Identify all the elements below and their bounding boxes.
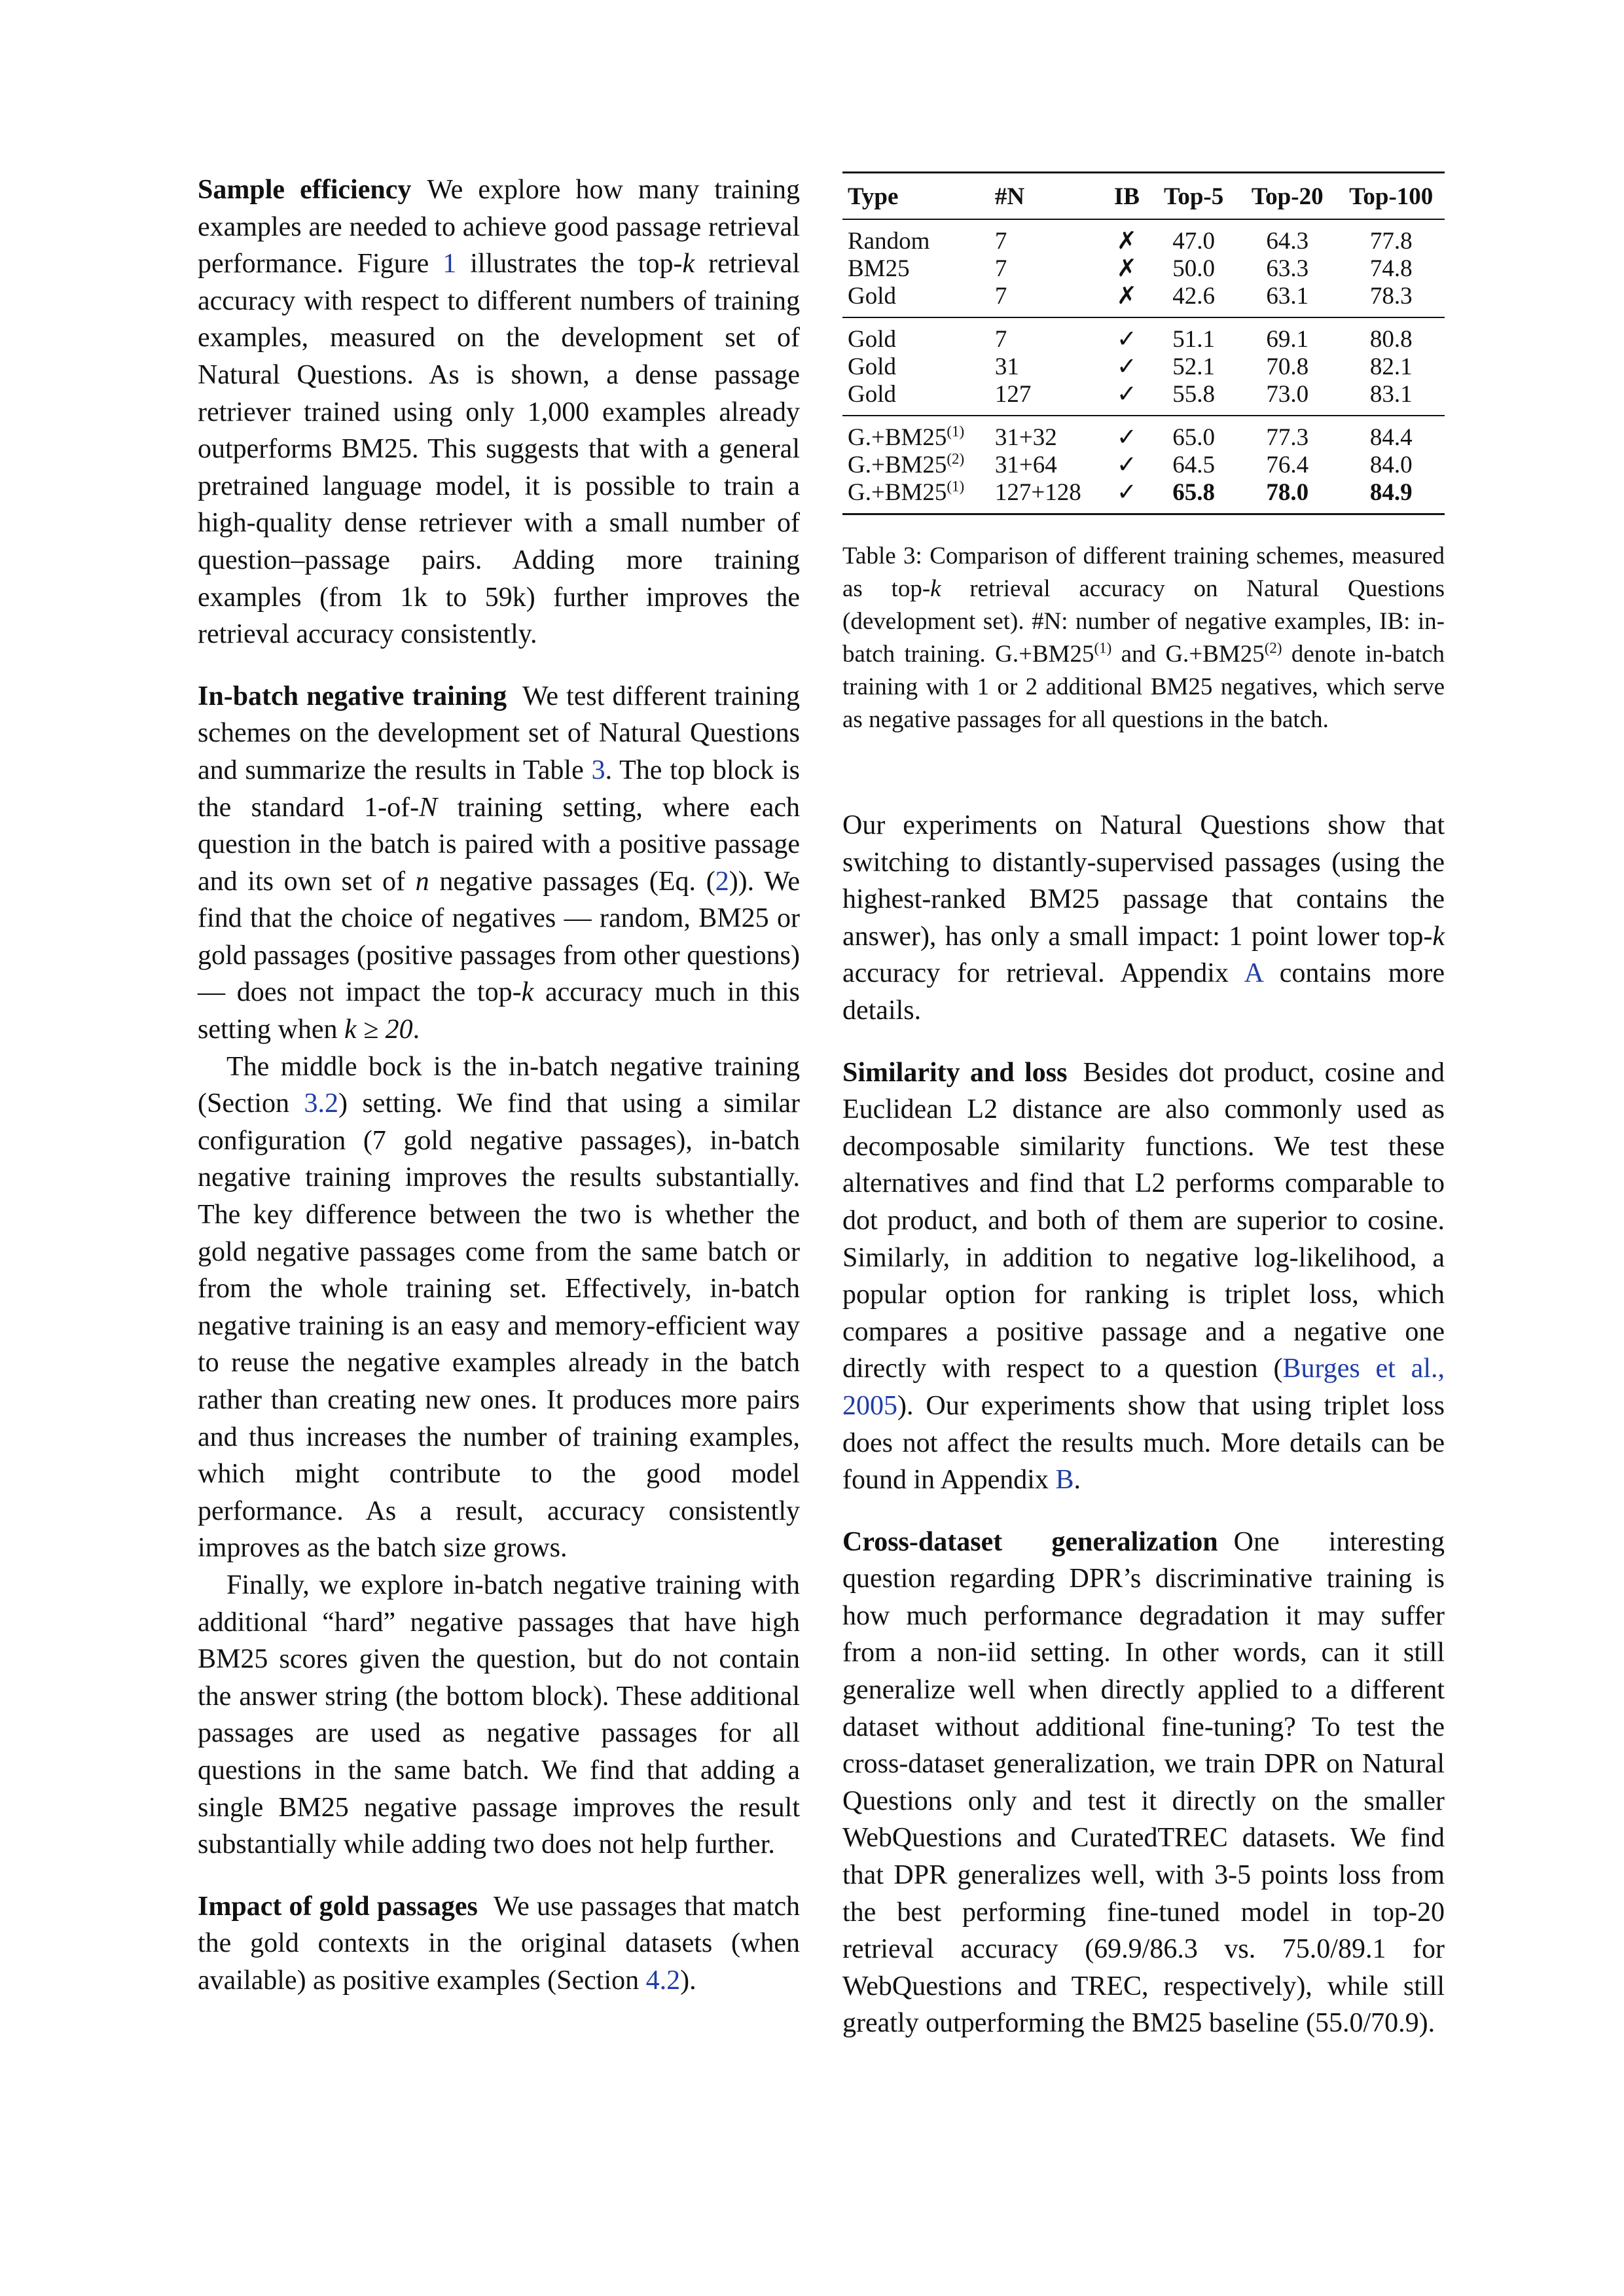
cell-top20: 73.0	[1237, 381, 1337, 416]
text-run: .	[1074, 1465, 1081, 1496]
table-row	[842, 353, 1445, 381]
section-heading: Sample efficiency	[198, 175, 412, 205]
column-header: IB	[1104, 173, 1151, 220]
math-var: k	[1432, 921, 1445, 952]
table-header-row	[842, 173, 1445, 220]
type-superscript: (1)	[947, 478, 965, 495]
table-row	[842, 452, 1445, 479]
superscript: (1)	[1094, 639, 1112, 656]
text-run: denote in-batch training with 1 or 2 additional BM25 negatives, which serve as negative passages for all questions in the batch.	[842, 641, 1445, 733]
paragraph	[842, 807, 1445, 1030]
type-superscript: (1)	[947, 423, 965, 440]
column-header: Top-20	[1237, 173, 1337, 220]
table-row	[842, 219, 1445, 255]
table-row	[842, 317, 1445, 353]
cell-top20: 64.3	[1266, 228, 1309, 255]
section-heading: Similarity and loss	[842, 1057, 1068, 1088]
paragraph	[842, 1524, 1445, 2042]
cell-top20: 77.3	[1266, 424, 1309, 451]
cell-top20: 69.1	[1266, 326, 1309, 353]
column-header: Type	[842, 173, 990, 220]
table-ref-link[interactable]: 3	[591, 755, 605, 785]
cell-n: 7	[994, 255, 1007, 282]
section-heading: In-batch negative training	[198, 681, 507, 711]
cell-top5: 55.8	[1150, 381, 1237, 416]
cell-top20-best: 78.0	[1237, 479, 1337, 514]
paragraph	[198, 678, 800, 1049]
table-row	[842, 283, 1445, 317]
text-run: contains more details.	[842, 958, 1445, 1026]
cell-ib: ✗	[1116, 228, 1137, 255]
cell-top5: 51.1	[1172, 326, 1216, 353]
table-row	[842, 479, 1445, 514]
cell-top5: 42.6	[1150, 283, 1237, 317]
cell-ib: ✓	[1104, 479, 1151, 514]
math-var: k	[930, 575, 941, 602]
paragraph	[842, 1054, 1445, 1499]
cell-n: 127+128	[990, 479, 1104, 514]
table-row	[842, 416, 1445, 452]
cell-ib: ✗	[1104, 283, 1151, 317]
left-column	[198, 171, 800, 2024]
text-run: We test different training schemes on the development set of Natural Questions and summarize the results in Table	[198, 681, 801, 785]
cell-n: 127	[990, 381, 1104, 416]
cell-type: Random	[848, 228, 930, 255]
cell-n: 31+32	[994, 424, 1057, 451]
right-column	[842, 171, 1445, 2067]
text-run: accuracy for retrieval. Appendix	[842, 958, 1244, 989]
cell-top5: 65.0	[1172, 424, 1216, 451]
figure-ref-link[interactable]: 1	[442, 249, 457, 279]
text-run: illustrates the top-	[456, 249, 683, 279]
column-header: Top-5	[1150, 173, 1237, 220]
cell-type	[842, 452, 990, 479]
cell-top100-best: 84.9	[1337, 479, 1445, 514]
results-table-block	[842, 171, 1445, 736]
paragraph	[198, 1049, 800, 1567]
cell-top100: 78.3	[1337, 283, 1445, 317]
column-header: Top-100	[1337, 173, 1445, 220]
cell-n: 7	[994, 228, 1007, 255]
math-var: N	[419, 792, 438, 823]
cell-top5: 52.1	[1172, 353, 1216, 380]
type-superscript: (2)	[947, 450, 965, 467]
cell-top100: 84.4	[1369, 424, 1413, 451]
table-row	[842, 255, 1445, 283]
cell-top20: 70.8	[1266, 353, 1309, 380]
cell-top100: 84.0	[1369, 452, 1413, 478]
cell-top5: 47.0	[1172, 228, 1216, 255]
text-run: retrieval accuracy on Natural Questions (development set). #N: number of negative examples, IB: in-batch training. G.+BM25	[842, 575, 1445, 668]
section-similarity-loss	[842, 1054, 1445, 1499]
cell-ib: ✓	[1116, 353, 1137, 380]
appendix-ref-link[interactable]: A	[1244, 958, 1263, 989]
text-run: One interesting question regarding DPR’s discriminative training is how much performance degradation it may suffer from a non-iid setting. In other words, can it still generalize well when directly applied to a different dataset without additional fine-tuning? To test the cross-dataset generalization, we train DPR on Natural Questions only and test it directly on the smaller WebQuestions and CuratedTREC datasets. We find that DPR generalizes well, with 3-5 points loss from the best performing fine-tuned model in top-20 retrieval accuracy (69.9/86.3 vs. 75.0/89.1 for WebQuestions and TREC, respectively), while still greatly outperforming the BM25 baseline (55.0/70.9).	[842, 1526, 1445, 2039]
paragraph: Finally, we explore in-batch negative training with additional “hard” negative passages that have high BM25 scores given the question, but do not contain the answer string (the bottom block). These additional passages are used as negative passages for all questions in the same batch. We find that adding a single BM25 negative passage improves the result substantially while adding two does not help further.	[198, 1570, 800, 1860]
section-heading: Impact of gold passages	[198, 1891, 478, 1922]
cell-type: Gold	[848, 353, 896, 380]
cell-top20: 63.3	[1266, 255, 1309, 282]
cell-ib: ✓	[1116, 424, 1137, 451]
paragraph	[198, 1888, 800, 2000]
text-run: Table 3: Comparison of different training schemes, measured as top-	[842, 543, 1445, 602]
cell-ib: ✓	[1116, 452, 1137, 478]
math-var: k	[521, 977, 534, 1008]
text-run: Our experiments on Natural Questions show that switching to distantly-supervised passages (using the highest-ranked BM25 passage that contains the answer), has only a small impact: 1 point lower top-	[842, 810, 1445, 952]
cell-top100: 74.8	[1369, 255, 1413, 282]
cell-type: Gold	[842, 381, 990, 416]
cell-top5: 64.5	[1172, 452, 1216, 478]
text-run: We explore how many training examples are needed to achieve good passage retrieval performance. Figure	[198, 175, 800, 279]
math-var: k	[682, 249, 695, 279]
section-sample-efficiency	[198, 171, 800, 653]
type-label: G.+BM25	[848, 424, 947, 451]
cell-n: 7	[994, 326, 1007, 353]
cell-top100: 82.1	[1369, 353, 1413, 380]
text-run: accuracy much in this setting when	[198, 977, 800, 1045]
text-run: ).	[680, 1965, 696, 1996]
cell-top20: 63.1	[1237, 283, 1337, 317]
cell-n: 31	[994, 353, 1019, 380]
math-var: n	[415, 866, 429, 897]
table-caption	[842, 540, 1445, 736]
paragraph	[198, 171, 800, 653]
text-run: Besides dot product, cosine and Euclidean L2 distance are also commonly used as decomposable similarity functions. We test these alternatives and find that L2 performs comparable to dot product, and both of them are superior to cosine. Similarly, in addition to negative log-likelihood, a popular option for ranking is triplet loss, which compares a positive passage and a negative one directly with respect to a question (	[842, 1057, 1445, 1384]
citation-link[interactable]: Burges et al., 2005	[842, 1354, 1445, 1421]
cell-top5-best: 65.8	[1150, 479, 1237, 514]
text-run: The middle bock is the in-batch negative training (Section	[198, 1051, 800, 1119]
math-expression: k ≥ 20	[344, 1014, 413, 1045]
cell-type: BM25	[848, 255, 910, 282]
right-body	[842, 807, 1445, 2042]
text-run: training setting, where each question in the batch is paired with a positive passage and its own set of	[198, 792, 801, 897]
section-heading: Cross-dataset generalization	[842, 1526, 1218, 1557]
results-table	[842, 171, 1445, 515]
cell-top5: 50.0	[1172, 255, 1216, 282]
section-ref-link[interactable]: 3.2	[304, 1088, 338, 1119]
type-label: G.+BM25	[848, 479, 947, 506]
superscript: (2)	[1264, 639, 1282, 656]
section-gold-passages	[198, 1888, 800, 2000]
appendix-ref-link[interactable]: B	[1055, 1465, 1074, 1496]
text-run: negative passages (Eq. (	[429, 866, 715, 897]
section-in-batch-negative	[198, 678, 800, 1863]
cell-ib: ✓	[1116, 326, 1137, 353]
cell-type	[842, 479, 990, 514]
cell-top100: 80.8	[1369, 326, 1413, 353]
type-label: G.+BM25	[848, 452, 947, 478]
text-run: ) setting. We find that using a similar configuration (7 gold negative passages), in-batch negative training improves the results substantially. The key difference between the two is whether the gold negative passages come from the same batch or from the whole training set. Effectively, in-batch negative training is an easy and memory-efficient way to reuse the negative examples already in the batch rather than creating new ones. It produces more pairs and thus increases the number of training examples, which might contribute to the good model performance. As a result, accuracy consistently improves as the batch size grows.	[198, 1088, 800, 1564]
cell-type: Gold	[842, 283, 990, 317]
cell-n: 31+64	[994, 452, 1057, 478]
equation-ref-link[interactable]: 2	[715, 866, 729, 897]
section-distant-supervision	[842, 807, 1445, 1030]
cell-top100: 83.1	[1337, 381, 1445, 416]
cell-top100: 77.8	[1369, 228, 1413, 255]
cell-type: Gold	[848, 326, 896, 353]
section-ref-link[interactable]: 4.2	[645, 1965, 681, 1996]
cell-top20: 76.4	[1266, 452, 1309, 478]
text-run: and G.+BM25	[1111, 641, 1265, 668]
text-run: ). Our experiments show that using triplet loss does not affect the results much. More details can be found in Appendix	[842, 1390, 1445, 1496]
table-row	[842, 381, 1445, 416]
text-run: retrieval accuracy with respect to different numbers of training examples, measured on the development set of Natural Questions. As is shown, a dense passage retriever trained using only 1,000 examples already outperforms BM25. This suggests that with a general pretrained language model, it is possible to train a high-quality dense retriever with a small number of question–passage pairs. Adding more training examples (from 1k to 59k) further improves the retrieval accuracy consistently.	[198, 249, 800, 650]
cell-type	[842, 416, 990, 452]
column-header: #N	[990, 173, 1104, 220]
text-run: .	[412, 1014, 420, 1045]
section-cross-dataset	[842, 1524, 1445, 2042]
cell-ib: ✗	[1116, 255, 1137, 282]
text-run: . The top block is the standard 1-of-	[198, 755, 800, 823]
text-run: )). We find that the choice of negatives — random, BM25 or gold passages (positive passages from other questions) — does not impact the top-	[198, 866, 800, 1008]
text-run: We use passages that match the gold contexts in the original datasets (when available) as positive examples (Section	[198, 1891, 801, 1996]
cell-n: 7	[990, 283, 1104, 317]
cell-ib: ✓	[1104, 381, 1151, 416]
